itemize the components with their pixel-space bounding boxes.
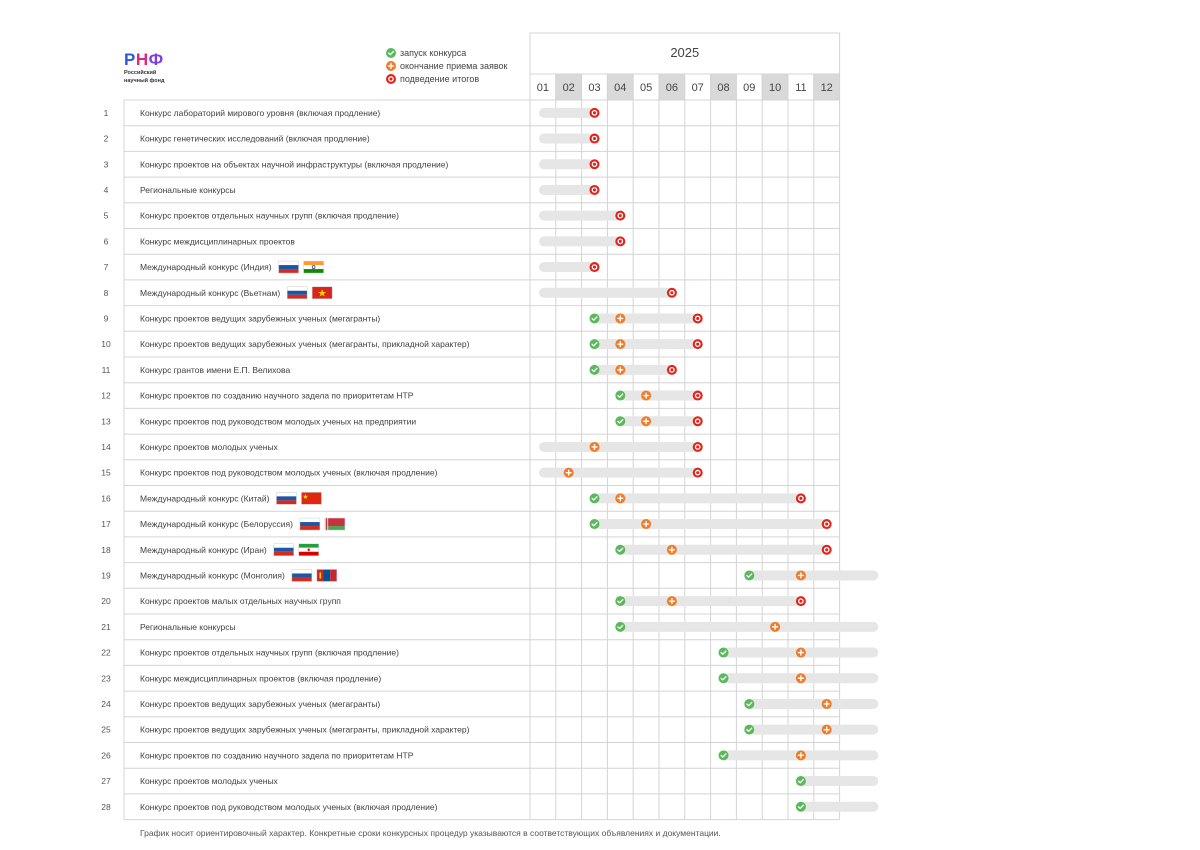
gantt-row bbox=[101, 468, 697, 478]
results-marker bbox=[822, 519, 832, 529]
row-number: 28 bbox=[101, 801, 111, 812]
deadline-marker bbox=[615, 339, 625, 349]
row-number: 26 bbox=[101, 750, 111, 761]
ring-circle-icon bbox=[590, 159, 600, 169]
flag-stripe bbox=[292, 569, 312, 573]
flag-stripe bbox=[279, 265, 299, 269]
ring-circle-icon bbox=[590, 108, 600, 118]
check-circle-icon bbox=[590, 493, 600, 503]
results-marker bbox=[693, 339, 703, 349]
logo-subtitle-line2: научный фонд bbox=[124, 77, 165, 84]
row-label: Конкурс проектов по созданию научного задела по приоритетам НТР bbox=[140, 390, 414, 401]
check-circle-icon bbox=[590, 365, 600, 375]
gantt-row bbox=[101, 750, 878, 760]
row-number: 4 bbox=[103, 184, 109, 195]
flag-stripe bbox=[292, 573, 312, 577]
launch-marker bbox=[590, 339, 600, 349]
row-number: 22 bbox=[101, 647, 111, 658]
mongolia-flag-icon bbox=[317, 569, 337, 581]
results-marker bbox=[693, 442, 703, 452]
check-circle-icon bbox=[744, 570, 754, 580]
ring-circle-icon bbox=[693, 442, 703, 452]
timeline-bar bbox=[539, 185, 595, 195]
check-circle-icon bbox=[744, 699, 754, 709]
results-marker bbox=[796, 596, 806, 606]
results-marker bbox=[693, 391, 703, 401]
flag-stripe bbox=[287, 291, 307, 295]
flag-stripe bbox=[300, 522, 320, 526]
month-label: 12 bbox=[820, 82, 833, 94]
gantt-row bbox=[104, 313, 698, 323]
iran-flag-icon bbox=[299, 544, 319, 556]
ring-circle-icon bbox=[693, 468, 703, 478]
flag-stripe bbox=[276, 496, 296, 500]
timeline-bar bbox=[749, 570, 878, 580]
russia-flag-icon bbox=[276, 492, 296, 504]
check-circle-icon bbox=[615, 622, 625, 632]
russia-flag-icon bbox=[300, 518, 320, 530]
row-number: 5 bbox=[103, 210, 109, 221]
deadline-marker bbox=[796, 673, 806, 683]
deadline-marker bbox=[641, 519, 651, 529]
timeline-bar bbox=[595, 519, 827, 529]
footnote: График носит ориентировочный характер. Конкретные сроки конкурсных процедур указываются в соответствующих объявлениях и документации. bbox=[140, 828, 721, 838]
check-circle-icon bbox=[744, 725, 754, 735]
flag-stripe bbox=[300, 526, 320, 530]
timeline-bar bbox=[620, 596, 801, 606]
launch-marker bbox=[590, 493, 600, 503]
ring-circle-icon bbox=[796, 493, 806, 503]
timeline-bar bbox=[539, 288, 672, 298]
row-label: Региональные конкурсы bbox=[140, 184, 236, 195]
row-label: Конкурс междисциплинарных проектов bbox=[140, 236, 295, 247]
row-number: 27 bbox=[101, 776, 111, 787]
ring-circle-icon bbox=[693, 339, 703, 349]
deadline-marker bbox=[667, 545, 677, 555]
belarus-flag-icon bbox=[325, 518, 345, 530]
flag-stripe bbox=[274, 552, 294, 556]
vietnam-flag-icon bbox=[312, 287, 332, 299]
ring-circle-icon bbox=[590, 134, 600, 144]
ring-circle-icon bbox=[667, 365, 677, 375]
gantt-row bbox=[104, 108, 595, 118]
row-label: Конкурс лабораторий мирового уровня (включая продление) bbox=[140, 107, 381, 118]
deadline-marker bbox=[822, 699, 832, 709]
row-number: 13 bbox=[101, 416, 111, 427]
legend-label-deadline: окончание приема заявок bbox=[400, 60, 508, 71]
launch-marker bbox=[744, 570, 754, 580]
launch-marker bbox=[744, 699, 754, 709]
ring-circle-icon bbox=[590, 262, 600, 272]
gantt-row bbox=[101, 416, 697, 426]
results-marker bbox=[590, 185, 600, 195]
results-marker bbox=[796, 493, 806, 503]
launch-marker bbox=[615, 545, 625, 555]
timeline-bar bbox=[620, 545, 826, 555]
check-circle-icon bbox=[796, 776, 806, 786]
row-number: 10 bbox=[101, 339, 111, 350]
row-label: Конкурс проектов под руководством молодых ученых (включая продление) bbox=[140, 801, 438, 812]
gantt-row bbox=[101, 622, 878, 632]
row-number: 24 bbox=[101, 698, 111, 709]
flag-stripe bbox=[279, 261, 299, 265]
check-circle-icon bbox=[590, 313, 600, 323]
gantt-row bbox=[101, 492, 801, 504]
row-number: 1 bbox=[103, 107, 109, 118]
gantt-row bbox=[101, 442, 697, 452]
timeline-bar bbox=[539, 108, 595, 118]
results-marker bbox=[615, 236, 625, 246]
flag-stripe bbox=[330, 569, 337, 581]
timeline-bar bbox=[595, 365, 672, 375]
flag-stripe bbox=[304, 269, 324, 273]
year-label: 2025 bbox=[670, 45, 700, 60]
ring-circle-icon bbox=[822, 519, 832, 529]
check-circle-icon bbox=[615, 416, 625, 426]
results-marker bbox=[590, 134, 600, 144]
row-label: Международный конкурс (Вьетнам) bbox=[140, 287, 281, 298]
india-flag-icon bbox=[304, 261, 324, 273]
deadline-marker bbox=[615, 365, 625, 375]
launch-marker bbox=[615, 391, 625, 401]
flag-stripe bbox=[299, 552, 319, 556]
flag-stripe bbox=[324, 569, 331, 581]
gantt-row bbox=[101, 596, 801, 606]
month-label: 02 bbox=[562, 82, 575, 94]
row-number: 3 bbox=[103, 159, 109, 170]
row-number: 18 bbox=[101, 544, 111, 555]
row-label: Международный конкурс (Китай) bbox=[140, 493, 270, 504]
flag-stripe bbox=[287, 287, 307, 291]
deadline-marker bbox=[564, 468, 574, 478]
row-number: 14 bbox=[101, 441, 111, 452]
gantt-row bbox=[104, 287, 672, 299]
timeline-bar bbox=[595, 339, 698, 349]
row-label: Международный конкурс (Монголия) bbox=[140, 570, 285, 581]
check-circle-icon bbox=[615, 391, 625, 401]
deadline-marker bbox=[641, 416, 651, 426]
timeline-bar bbox=[801, 802, 878, 812]
flag-stripe bbox=[276, 500, 296, 504]
row-number: 6 bbox=[103, 236, 109, 247]
deadline-marker bbox=[770, 622, 780, 632]
gantt-row bbox=[101, 544, 826, 556]
launch-marker bbox=[744, 725, 754, 735]
results-marker bbox=[693, 313, 703, 323]
timeline-bar bbox=[749, 725, 878, 735]
deadline-marker bbox=[796, 648, 806, 658]
ring-circle-icon bbox=[693, 391, 703, 401]
gantt-row bbox=[101, 648, 878, 658]
results-marker bbox=[822, 545, 832, 555]
gantt-row bbox=[101, 699, 878, 709]
row-label: Конкурс проектов ведущих зарубежных ученых (мегагранты, прикладной характер) bbox=[140, 339, 470, 350]
timeline-bar bbox=[539, 134, 595, 144]
legend-label-launch: запуск конкурса bbox=[400, 47, 467, 58]
flag-emblem bbox=[308, 549, 310, 551]
deadline-marker bbox=[667, 596, 677, 606]
flag-stripe bbox=[274, 548, 294, 552]
results-marker bbox=[590, 262, 600, 272]
timeline-bar bbox=[620, 622, 878, 632]
logo-subtitle-line1: Российский bbox=[124, 70, 157, 76]
row-number: 25 bbox=[101, 724, 111, 735]
timeline-bar bbox=[539, 262, 595, 272]
row-label: Международный конкурс (Белоруссия) bbox=[140, 519, 293, 530]
china-flag-icon bbox=[301, 492, 321, 504]
timeline-bar bbox=[539, 211, 620, 221]
timeline-bar bbox=[539, 159, 595, 169]
month-label: 03 bbox=[588, 82, 601, 94]
month-label: 09 bbox=[743, 82, 756, 94]
flag-stripe bbox=[292, 577, 312, 581]
russia-flag-icon bbox=[279, 261, 299, 273]
timeline-bar bbox=[620, 416, 697, 426]
row-label: Конкурс грантов имени Е.П. Велихова bbox=[140, 364, 291, 375]
row-label: Конкурс проектов молодых ученых bbox=[140, 441, 278, 452]
gantt-row bbox=[101, 725, 878, 735]
logo-mark: РНФ bbox=[124, 50, 164, 69]
legend-label-results: подведение итогов bbox=[400, 73, 480, 84]
gantt-row bbox=[104, 236, 621, 246]
gantt-row bbox=[104, 185, 595, 195]
russia-flag-icon bbox=[292, 569, 312, 581]
row-number: 9 bbox=[103, 313, 109, 324]
deadline-marker bbox=[615, 313, 625, 323]
row-label: Региональные конкурсы bbox=[140, 621, 236, 632]
deadline-marker bbox=[796, 570, 806, 580]
row-label: Конкурс проектов ведущих зарубежных ученых (мегагранты, прикладной характер) bbox=[140, 724, 470, 735]
row-label: Конкурс проектов по созданию научного задела по приоритетам НТР bbox=[140, 750, 414, 761]
row-number: 8 bbox=[103, 287, 109, 298]
row-number: 7 bbox=[103, 262, 109, 273]
month-label: 04 bbox=[614, 82, 627, 94]
flag-stripe bbox=[300, 518, 320, 522]
ring-circle-icon bbox=[667, 288, 677, 298]
results-marker bbox=[667, 365, 677, 375]
launch-marker bbox=[615, 596, 625, 606]
launch-marker bbox=[796, 776, 806, 786]
gantt-row bbox=[101, 569, 878, 581]
deadline-marker bbox=[615, 493, 625, 503]
row-number: 16 bbox=[101, 493, 111, 504]
flag-stripe bbox=[276, 492, 296, 496]
month-label: 07 bbox=[691, 82, 704, 94]
ring-circle-icon bbox=[615, 236, 625, 246]
ring-circle-icon bbox=[693, 416, 703, 426]
flag-stripe bbox=[287, 295, 307, 299]
flag-ornament bbox=[326, 518, 328, 530]
row-label: Конкурс проектов ведущих зарубежных ученых (мегагранты) bbox=[140, 698, 381, 709]
row-number: 21 bbox=[101, 621, 111, 632]
month-label: 11 bbox=[795, 82, 807, 94]
row-label: Конкурс проектов под руководством молодых ученых на предприятии bbox=[140, 416, 417, 427]
check-circle-icon bbox=[719, 750, 729, 760]
row-label: Конкурс проектов отдельных научных групп (включая продление) bbox=[140, 210, 399, 221]
results-marker bbox=[667, 288, 677, 298]
gantt-row bbox=[104, 261, 595, 273]
russia-flag-icon bbox=[274, 544, 294, 556]
timeline-bar bbox=[620, 391, 697, 401]
month-label: 08 bbox=[717, 82, 730, 94]
flag-stripe bbox=[274, 544, 294, 548]
row-label: Конкурс проектов на объектах научной инфраструктуры (включая продление) bbox=[140, 159, 449, 170]
gantt-row bbox=[101, 518, 826, 530]
results-marker bbox=[590, 159, 600, 169]
flag-stripe bbox=[299, 544, 319, 548]
row-number: 11 bbox=[101, 364, 111, 375]
row-number: 23 bbox=[101, 673, 111, 684]
check-circle-icon bbox=[590, 519, 600, 529]
month-label: 06 bbox=[665, 82, 679, 94]
results-marker bbox=[590, 108, 600, 118]
row-number: 20 bbox=[101, 596, 111, 607]
check-circle-icon bbox=[615, 545, 625, 555]
ring-circle-icon bbox=[796, 596, 806, 606]
month-label: 01 bbox=[536, 82, 550, 94]
results-marker bbox=[693, 416, 703, 426]
check-circle-icon bbox=[719, 648, 729, 658]
timeline-bar bbox=[749, 699, 878, 709]
row-label: Международный конкурс (Индия) bbox=[140, 262, 272, 273]
launch-marker bbox=[719, 673, 729, 683]
launch-marker bbox=[615, 416, 625, 426]
timeline-bar bbox=[801, 776, 878, 786]
row-number: 12 bbox=[101, 390, 111, 401]
row-number: 17 bbox=[101, 519, 111, 530]
ring-circle-icon bbox=[693, 313, 703, 323]
row-label: Конкурс междисциплинарных проектов (включая продление) bbox=[140, 673, 382, 684]
row-label: Конкурс проектов малых отдельных научных групп bbox=[140, 596, 341, 607]
results-marker bbox=[693, 468, 703, 478]
row-label: Конкурс проектов отдельных научных групп (включая продление) bbox=[140, 647, 399, 658]
deadline-marker bbox=[641, 391, 651, 401]
timeline-bar bbox=[539, 236, 620, 246]
launch-marker bbox=[719, 750, 729, 760]
launch-marker bbox=[590, 313, 600, 323]
month-label: 05 bbox=[639, 82, 653, 94]
timeline-bar bbox=[595, 313, 698, 323]
row-label: Конкурс проектов под руководством молодых ученых (включая продление) bbox=[140, 467, 438, 478]
ring-circle-icon bbox=[822, 545, 832, 555]
gantt-row bbox=[104, 159, 595, 169]
timeline-bar bbox=[539, 468, 698, 478]
timeline-bar bbox=[595, 493, 801, 503]
check-circle-icon bbox=[719, 673, 729, 683]
results-marker bbox=[615, 211, 625, 221]
row-number: 19 bbox=[101, 570, 111, 581]
ring-circle-icon bbox=[590, 185, 600, 195]
gantt-row bbox=[102, 365, 672, 375]
flag-soyombo bbox=[319, 572, 321, 578]
month-label: 10 bbox=[768, 82, 782, 94]
check-circle-icon bbox=[590, 339, 600, 349]
deadline-marker bbox=[796, 750, 806, 760]
row-label: Конкурс генетических исследований (включая продление) bbox=[140, 133, 370, 144]
flag-stripe bbox=[304, 261, 324, 265]
row-number: 15 bbox=[101, 467, 111, 478]
gantt-row bbox=[101, 339, 697, 349]
russia-flag-icon bbox=[287, 287, 307, 299]
launch-marker bbox=[590, 519, 600, 529]
gantt-row bbox=[101, 391, 697, 401]
ring-circle-icon bbox=[615, 211, 625, 221]
gantt-row bbox=[104, 211, 621, 221]
launch-marker bbox=[719, 648, 729, 658]
gantt-row bbox=[101, 673, 878, 683]
row-label: Конкурс проектов ведущих зарубежных ученых (мегагранты) bbox=[140, 313, 381, 324]
launch-marker bbox=[796, 802, 806, 812]
check-circle-icon bbox=[796, 802, 806, 812]
gantt-row bbox=[104, 134, 595, 144]
launch-marker bbox=[615, 622, 625, 632]
deadline-marker bbox=[590, 442, 600, 452]
check-circle-icon bbox=[615, 596, 625, 606]
timeline-bar bbox=[539, 442, 698, 452]
row-number: 2 bbox=[103, 133, 109, 144]
row-label: Международный конкурс (Иран) bbox=[140, 544, 267, 555]
row-label: Конкурс проектов молодых ученых bbox=[140, 776, 278, 787]
launch-marker bbox=[590, 365, 600, 375]
flag-stripe bbox=[279, 269, 299, 273]
deadline-marker bbox=[822, 725, 832, 735]
